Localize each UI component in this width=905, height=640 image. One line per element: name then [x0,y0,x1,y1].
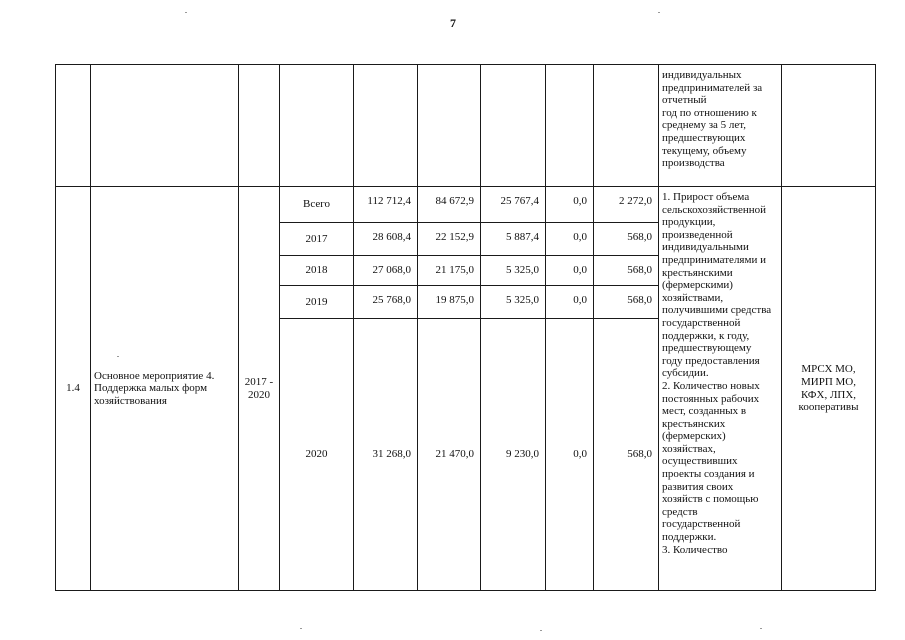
scan-speck [540,630,542,631]
responsible-cell [782,187,876,591]
table-row [56,187,876,223]
value-cell: 21 470,0 [418,319,481,591]
value-cell: 25 768,0 [354,286,418,319]
value-cell: 568,0 [594,256,659,286]
value-cell: 9 230,0 [481,319,546,591]
value-cell: 5 325,0 [481,286,546,319]
year-cell: 2017 [280,223,354,256]
page-number: 7 [450,16,456,30]
year-cell: Всего [280,187,354,223]
value-cell: 112 712,4 [354,187,418,223]
empty-cell [56,65,91,187]
activity-period-cell [239,187,280,591]
value-cell: 21 175,0 [418,256,481,286]
continuation-row [56,65,876,187]
empty-cell [91,65,239,187]
year-cell: 2018 [280,256,354,286]
value-cell: 2 272,0 [594,187,659,223]
indicator-continuation-text: индивидуальных предпринимателей за отчетный год по отношению к среднему за 5 лет, предшествующих текущему, объему производства [662,69,763,170]
value-cell: 5 887,4 [481,223,546,256]
value-cell: 0,0 [546,223,594,256]
value-cell: 0,0 [546,187,594,223]
empty-cell [239,65,280,187]
value-cell: 84 672,9 [418,187,481,223]
indicator-continuation-cell [659,65,782,187]
value-cell: 31 268,0 [354,319,418,591]
value-cell: 25 767,4 [481,187,546,223]
value-cell: 0,0 [546,286,594,319]
value-cell: 568,0 [594,319,659,591]
empty-cell [481,65,546,187]
value-cell: 28 608,4 [354,223,418,256]
activity-name: Основное мероприятие 4. Поддержка малых форм хозяйствования [94,369,215,407]
year-cell: 2020 [280,319,354,591]
scan-speck [760,628,762,629]
empty-cell [546,65,594,187]
activity-number: 1.4 [56,187,91,591]
value-cell: 0,0 [546,319,594,591]
value-cell: 22 152,9 [418,223,481,256]
indicators-text: 1. Прирост объема сельскохозяйственной продукции, произведенной индивидуальными предпринимателями и крестьянскими (фермерскими) хозяйствами, получившими средства государственной поддержки, к году, предшествующему году предоставления субсидии. 2. Количество новых постоянных рабочих мест, созданных в крестьянских (фермерских) хозяйствах, осуществивших проекты создания и развития своих хозяйств с помощью средств государственной поддержки. 3. Количество [662,191,772,556]
empty-cell [782,65,876,187]
empty-cell [280,65,354,187]
scan-speck [658,12,660,13]
indicators-cell [659,187,782,591]
scan-speck [300,628,302,629]
responsible-text: МРСХ МО, МИРП МО, КФХ, ЛПХ, кооперативы [798,363,859,414]
empty-cell [354,65,418,187]
activity-name-cell [91,187,239,591]
value-cell: 27 068,0 [354,256,418,286]
empty-cell [594,65,659,187]
value-cell: 19 875,0 [418,286,481,319]
value-cell: 0,0 [546,256,594,286]
value-cell: 568,0 [594,223,659,256]
scan-speck [117,356,119,357]
scan-speck [185,12,187,13]
value-cell: 5 325,0 [481,256,546,286]
activity-period: 2017 - 2020 [244,375,274,401]
year-cell: 2019 [280,286,354,319]
empty-cell [418,65,481,187]
value-cell: 568,0 [594,286,659,319]
program-table [55,64,876,591]
